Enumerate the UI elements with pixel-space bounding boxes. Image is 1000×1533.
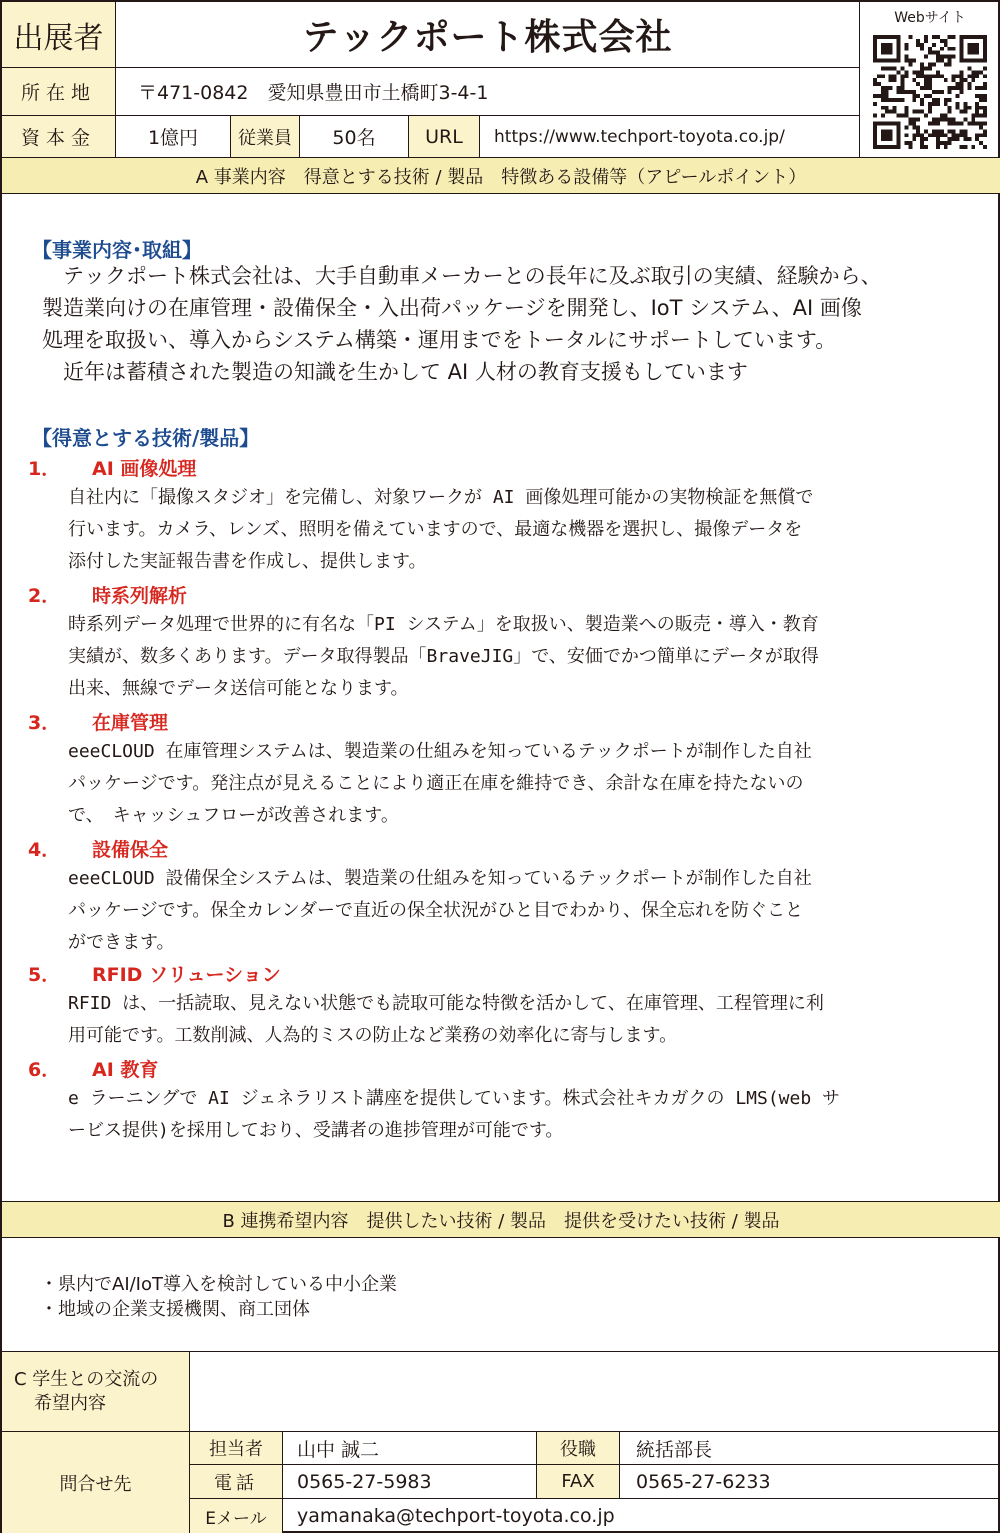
item-line: 時系列データ処理で世界的に有名な「PI システム」を取扱い、製造業への販売・導入・教育 bbox=[68, 614, 819, 635]
address-label: 所在地 bbox=[2, 68, 116, 116]
section-a-content bbox=[2, 194, 1000, 1202]
person-value: 山中 誠二 bbox=[283, 1432, 537, 1465]
item-line: e ラーニングで AI ジェネラリスト講座を提供しています。株式会社キカガクの LMS(web サ bbox=[68, 1088, 841, 1109]
section-b-content bbox=[2, 1238, 1000, 1352]
item-line: 用可能です。工数削減、人為的ミスの防止など業務の効率化に寄与します。 bbox=[68, 1025, 678, 1046]
fax-value: 0565-27-6233 bbox=[620, 1465, 1000, 1499]
exhibitor-label: 出展者 bbox=[2, 2, 116, 68]
business-line: 製造業向けの在庫管理・設備保全・入出荷パッケージを開発し、IoT システム、AI 画像 bbox=[42, 296, 862, 320]
business-line: テックポート株式会社は、大手自動車メーカーとの長年に及ぶ取引の実績、経験から、 bbox=[42, 264, 882, 288]
item-heading bbox=[28, 835, 168, 862]
capital-value: 1億円 bbox=[116, 116, 231, 158]
student-label-line: 希望内容 bbox=[34, 1392, 106, 1414]
item-number: 4． bbox=[28, 839, 61, 861]
item-number: 6． bbox=[28, 1059, 61, 1081]
item-line: 自社内に「撮像スタジオ」を完備し、対象ワークが AI 画像処理可能かの実物検証を無償で bbox=[68, 487, 814, 508]
role-value: 統括部長 bbox=[620, 1432, 1000, 1465]
item-heading bbox=[28, 1055, 158, 1082]
item-title: AI 画像処理 bbox=[92, 458, 197, 480]
qr-code-icon[interactable] bbox=[873, 35, 987, 149]
item-line: ービス提供)を採用しており、受講者の進捗管理が可能です。 bbox=[68, 1120, 564, 1141]
item-line: eeeCLOUD 設備保全システムは、製造業の仕組みを知っているテックポートが制作した自社 bbox=[68, 868, 812, 889]
email-link[interactable]: yamanaka@techport-toyota.co.jp bbox=[297, 1505, 615, 1527]
url-label: URL bbox=[409, 116, 480, 158]
item-title: 在庫管理 bbox=[92, 712, 169, 734]
tel-value: 0565-27-5983 bbox=[283, 1465, 537, 1499]
item-line: 行います。カメラ、レンズ、照明を備えていますので、最適な機器を選択し、撮像データを bbox=[68, 519, 803, 540]
list-item: ・県内でAI/IoT導入を検討している中小企業 bbox=[40, 1274, 398, 1295]
item-heading bbox=[28, 960, 281, 987]
employees-value: 50名 bbox=[300, 116, 409, 158]
section-a-title: A 事業内容 得意とする技術 / 製品 特徴ある設備等（アピールポイント） bbox=[2, 158, 1000, 194]
business-heading: 【事業内容･取組】 bbox=[32, 238, 202, 262]
item-heading bbox=[28, 708, 168, 735]
item-number: 2． bbox=[28, 585, 61, 607]
item-number: 5． bbox=[28, 964, 61, 986]
item-heading bbox=[28, 581, 187, 608]
tech-heading: 【得意とする技術/製品】 bbox=[32, 426, 260, 450]
tel-label: 電話 bbox=[190, 1465, 283, 1499]
item-line: 実績が、数多くあります。データ取得製品「BraveJIG」で、安価でかつ簡単にデータが取得 bbox=[68, 646, 819, 667]
website-qr-cell bbox=[860, 2, 1000, 158]
website-label: Webサイト bbox=[894, 10, 966, 26]
person-label: 担当者 bbox=[190, 1432, 283, 1465]
fax-label: FAX bbox=[537, 1465, 620, 1499]
student-label-line: C 学生との交流の bbox=[14, 1368, 159, 1390]
company-name: テックポート株式会社 bbox=[116, 2, 860, 68]
url-link[interactable]: https://www.techport-toyota.co.jp/ bbox=[480, 116, 860, 158]
business-line: 処理を取扱い、導入からシステム構築・運用までをトータルにサポートしています。 bbox=[42, 328, 837, 352]
item-number: 3． bbox=[28, 712, 61, 734]
section-b-title: B 連携希望内容 提供したい技術 / 製品 提供を受けたい技術 / 製品 bbox=[2, 1202, 1000, 1238]
employees-label: 従業員 bbox=[231, 116, 300, 158]
item-number: 1． bbox=[28, 458, 61, 480]
capital-label: 資本金 bbox=[2, 116, 116, 158]
item-line: で、 キャッシュフローが改善されます。 bbox=[68, 805, 399, 826]
item-line: パッケージです。保全カレンダーで直近の保全状況がひと目でわかり、保全忘れを防ぐこと bbox=[68, 900, 804, 921]
role-label: 役職 bbox=[537, 1432, 620, 1465]
item-line: パッケージです。発注点が見えることにより適正在庫を維持でき、余計な在庫を持たないの bbox=[68, 773, 804, 794]
list-item: ・地域の企業支援機関、商工団体 bbox=[40, 1299, 310, 1320]
item-title: 時系列解析 bbox=[92, 585, 188, 607]
item-line: eeeCLOUD 在庫管理システムは、製造業の仕組みを知っているテックポートが制作した自社 bbox=[68, 741, 812, 762]
item-title: 設備保全 bbox=[92, 839, 169, 861]
email-label: Eメール bbox=[190, 1499, 283, 1533]
address-value: 〒471-0842 愛知県豊田市土橋町3-4-1 bbox=[116, 68, 860, 116]
item-title: AI 教育 bbox=[92, 1059, 159, 1081]
item-title: RFID ソリューション bbox=[92, 964, 281, 986]
item-line: ができます。 bbox=[68, 932, 175, 953]
item-line: 添付した実証報告書を作成し、提供します。 bbox=[68, 551, 427, 572]
contact-label: 問合せ先 bbox=[2, 1432, 190, 1533]
business-line: 近年は蓄積された製造の知識を生かして AI 人材の教育支援もしています bbox=[42, 360, 748, 384]
item-heading bbox=[28, 454, 196, 481]
student-exchange-value bbox=[190, 1352, 1000, 1432]
item-line: RFID は、一括読取、見えない状態でも読取可能な特徴を活かして、在庫管理、工程管理に利 bbox=[68, 993, 824, 1014]
student-exchange-label bbox=[2, 1352, 190, 1432]
item-line: 出来、無線でデータ送信可能となります。 bbox=[68, 678, 409, 699]
